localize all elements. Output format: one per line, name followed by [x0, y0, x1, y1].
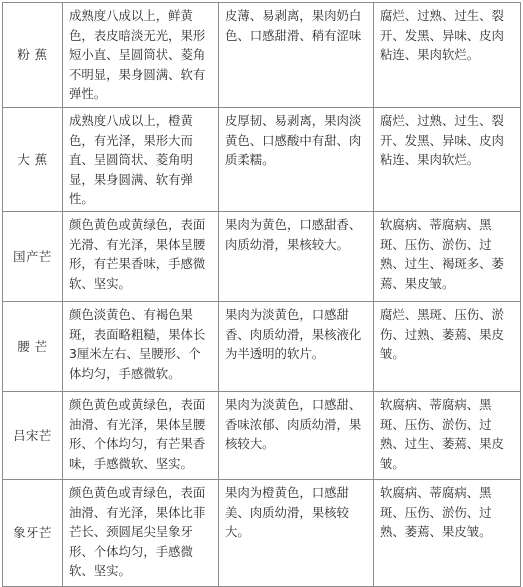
- flesh-cell: 果肉为淡黄色，口感甜香、肉质幼滑，果核液化为半透明的软片。: [219, 301, 374, 391]
- defects-cell: 腐烂、过熟、过生、裂开、发黑、异味、皮肉粘连、果肉软烂。: [374, 108, 521, 212]
- flesh-cell: 果肉为黄色，口感甜香、肉质幼滑，果核较大。: [219, 211, 374, 301]
- appearance-cell: 颜色黄色或青绿色，表面油滑、有光泽，果体比菲芒长、颈圆尾尖呈象牙形、个体均匀，手感微软、坚实。: [63, 479, 219, 586]
- table-row: [3, 391, 521, 479]
- appearance-cell: 颜色黄色或黄绿色，表面光滑、有光泽，果体呈腰形，有芒果香味，手感微软、坚实。: [63, 211, 219, 301]
- flesh-cell: 皮厚韧、易剥离，果肉淡黄色、口感酸中有甜、肉质柔糯。: [219, 108, 374, 212]
- fruit-name-cell: 腰 芒: [3, 301, 63, 391]
- table-row: [3, 211, 521, 301]
- table-row: [3, 301, 521, 391]
- defects-cell: 软腐病、蒂腐病、黑斑、压伤、淤伤、过熟、过生、褐斑多、萎蔫、果皮皱。: [374, 211, 521, 301]
- fruit-name-cell: 象牙芒: [3, 479, 63, 586]
- fruit-name-cell: 大 蕉: [3, 108, 63, 212]
- fruit-quality-table-container: [2, 2, 521, 587]
- appearance-cell: 颜色淡黄色、有褐色果斑，表面略粗糙，果体长3厘米左右、呈腰形、个体均匀，手感微软。: [63, 301, 219, 391]
- flesh-cell: 皮薄、易剥离，果肉奶白色、口感甜滑、稍有涩味: [219, 3, 374, 108]
- fruit-name-cell: 粉 蕉: [3, 3, 63, 108]
- flesh-cell: 果肉为橙黄色，口感甜美、肉质幼滑，果核较大。: [219, 479, 374, 586]
- appearance-cell: 成熟度八成以上，鲜黄色，表皮暗淡无光，果形短小直、呈圆筒状、菱角不明显，果身圆满、软有弹性。: [63, 3, 219, 108]
- defects-cell: 腐烂、过熟、过生、裂开、发黑、异味、皮肉粘连、果肉软烂。: [374, 3, 521, 108]
- fruit-name-cell: 国产芒: [3, 211, 63, 301]
- table-row: [3, 3, 521, 108]
- defects-cell: 软腐病、蒂腐病、黑斑、压伤、淤伤、过熟、萎蔫、果皮皱。: [374, 479, 521, 586]
- table-row: [3, 108, 521, 212]
- fruit-quality-table: [2, 2, 521, 587]
- appearance-cell: 成熟度八成以上，橙黄色，有光泽，果形大而直、呈圆筒状、菱角明显，果身圆满、软有弹性。: [63, 108, 219, 212]
- flesh-cell: 果肉为淡黄色，口感甜、香味浓郁、肉质幼滑，果核较大。: [219, 391, 374, 479]
- defects-cell: 软腐病、蒂腐病、黑斑、压伤、淤伤、过熟、过生、萎蔫、果皮皱。: [374, 391, 521, 479]
- table-row: [3, 479, 521, 586]
- defects-cell: 腐烂、黑斑、压伤、淤伤、过熟、萎蔫、果皮皱。: [374, 301, 521, 391]
- fruit-name-cell: 吕宋芒: [3, 391, 63, 479]
- appearance-cell: 颜色黄色或黄绿色，表面油滑、有光泽，果体呈腰形、个体均匀，有芒果香味，手感微软、坚实。: [63, 391, 219, 479]
